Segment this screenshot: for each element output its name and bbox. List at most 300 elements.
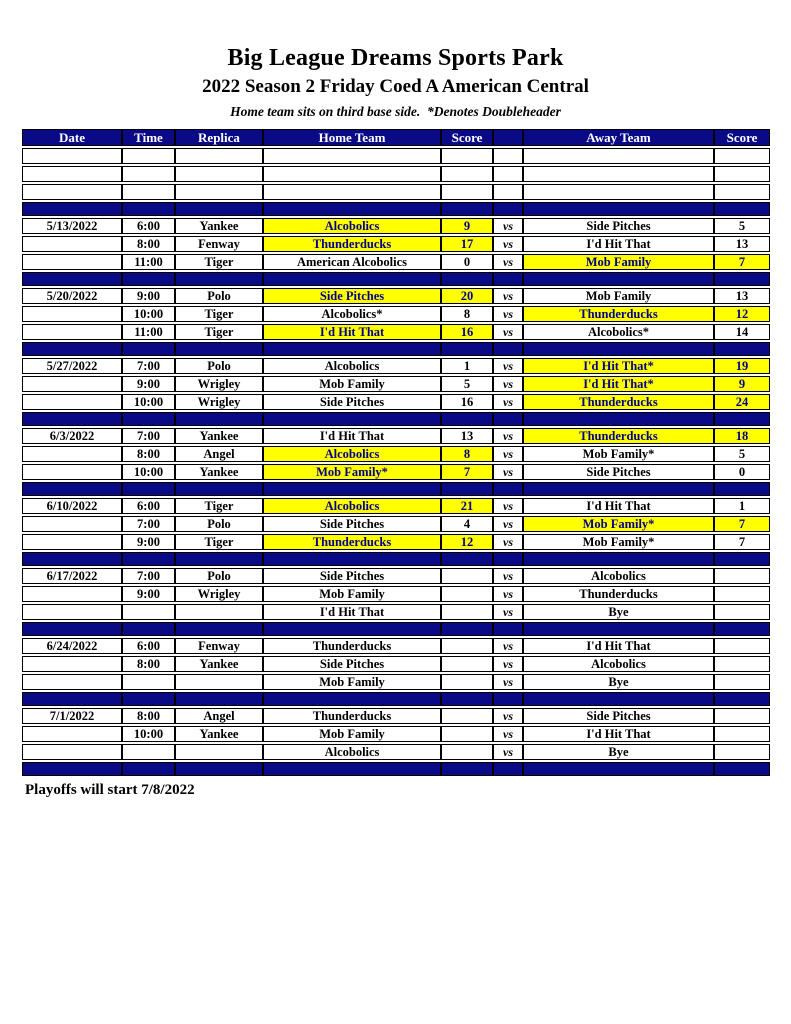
away-score-cell — [714, 604, 770, 620]
home-team-note: Home team sits on third base side. *Denotes Doubleheader — [230, 104, 561, 119]
game-row — [22, 306, 770, 322]
spacer-row — [22, 148, 770, 164]
date-cell: 6/10/2022 — [22, 498, 122, 514]
vs-cell: vs — [493, 516, 523, 532]
vs-cell — [493, 166, 523, 182]
time-cell: 9:00 — [122, 376, 175, 392]
away-score-cell — [714, 568, 770, 584]
vs-cell: vs — [493, 254, 523, 270]
home-team-cell: Alcobolics* — [263, 306, 441, 322]
home-team-cell: Mob Family — [263, 586, 441, 602]
time-cell — [122, 692, 175, 706]
replica-cell — [175, 552, 263, 566]
game-row — [22, 568, 770, 584]
replica-cell: Polo — [175, 358, 263, 374]
page-title: Big League Dreams Sports Park — [227, 45, 564, 71]
time-cell — [122, 166, 175, 182]
home-team-cell — [263, 202, 441, 216]
replica-cell — [175, 148, 263, 164]
replica-cell — [175, 604, 263, 620]
away-score-cell — [714, 726, 770, 742]
date-cell — [22, 604, 122, 620]
home-score-cell: 8 — [441, 446, 493, 462]
date-cell — [22, 412, 122, 426]
home-team-cell — [263, 166, 441, 182]
date-cell — [22, 674, 122, 690]
replica-cell: Yankee — [175, 656, 263, 672]
home-score-cell — [441, 762, 493, 776]
playoffs-note: Playoffs will start 7/8/2022 — [25, 782, 195, 798]
home-team-cell — [263, 552, 441, 566]
replica-cell: Tiger — [175, 254, 263, 270]
away-team-cell: Alcobolics — [523, 568, 714, 584]
home-score-cell — [441, 638, 493, 654]
date-cell — [22, 552, 122, 566]
away-score-cell: 1 — [714, 498, 770, 514]
home-score-cell: 21 — [441, 498, 493, 514]
home-score-cell: 16 — [441, 394, 493, 410]
away-team-cell: I'd Hit That — [523, 236, 714, 252]
vs-cell: vs — [493, 394, 523, 410]
away-team-cell — [523, 184, 714, 200]
vs-cell: vs — [493, 428, 523, 444]
home-team-cell: American Alcobolics — [263, 254, 441, 270]
vs-cell: vs — [493, 744, 523, 760]
vs-cell: vs — [493, 498, 523, 514]
time-cell: 7:00 — [122, 428, 175, 444]
game-row — [22, 674, 770, 690]
vs-cell: vs — [493, 446, 523, 462]
time-cell — [122, 762, 175, 776]
separator-row — [22, 272, 770, 286]
vs-cell: vs — [493, 568, 523, 584]
home-team-cell: Alcobolics — [263, 446, 441, 462]
home-score-cell — [441, 272, 493, 286]
away-score-cell — [714, 674, 770, 690]
home-score-cell: 17 — [441, 236, 493, 252]
time-cell: 10:00 — [122, 394, 175, 410]
replica-cell — [175, 482, 263, 496]
separator-row — [22, 552, 770, 566]
away-team-cell: Thunderducks — [523, 306, 714, 322]
away-score-cell — [714, 202, 770, 216]
home-score-cell — [441, 184, 493, 200]
time-cell: 8:00 — [122, 446, 175, 462]
away-team-cell: Thunderducks — [523, 586, 714, 602]
time-cell — [122, 412, 175, 426]
replica-cell: Fenway — [175, 236, 263, 252]
time-cell — [122, 184, 175, 200]
vs-cell — [493, 482, 523, 496]
column-header-time: Time — [122, 129, 175, 146]
home-score-cell: 20 — [441, 288, 493, 304]
schedule-body — [22, 148, 770, 776]
home-team-cell — [263, 762, 441, 776]
date-cell — [22, 692, 122, 706]
replica-cell — [175, 184, 263, 200]
column-header-date: Date — [22, 129, 122, 146]
game-row — [22, 394, 770, 410]
replica-cell — [175, 762, 263, 776]
away-score-cell: 13 — [714, 236, 770, 252]
home-score-cell: 7 — [441, 464, 493, 480]
date-cell — [22, 272, 122, 286]
home-team-cell: Alcobolics — [263, 218, 441, 234]
home-team-cell — [263, 272, 441, 286]
replica-cell: Angel — [175, 708, 263, 724]
away-score-cell: 19 — [714, 358, 770, 374]
away-team-cell — [523, 482, 714, 496]
vs-cell — [493, 342, 523, 356]
vs-cell: vs — [493, 726, 523, 742]
separator-row — [22, 412, 770, 426]
date-cell — [22, 202, 122, 216]
time-cell: 11:00 — [122, 324, 175, 340]
time-cell — [122, 272, 175, 286]
date-cell — [22, 464, 122, 480]
replica-cell: Wrigley — [175, 376, 263, 392]
time-cell: 6:00 — [122, 638, 175, 654]
away-score-cell: 5 — [714, 218, 770, 234]
game-row — [22, 638, 770, 654]
replica-cell: Tiger — [175, 498, 263, 514]
spacer-row — [22, 184, 770, 200]
home-score-cell: 4 — [441, 516, 493, 532]
time-cell — [122, 202, 175, 216]
spacer-row — [22, 166, 770, 182]
away-team-cell: Bye — [523, 674, 714, 690]
separator-row — [22, 342, 770, 356]
game-row — [22, 236, 770, 252]
away-score-cell: 14 — [714, 324, 770, 340]
home-team-cell: Alcobolics — [263, 498, 441, 514]
home-team-cell: Alcobolics — [263, 744, 441, 760]
vs-cell — [493, 202, 523, 216]
game-row — [22, 358, 770, 374]
replica-cell: Yankee — [175, 464, 263, 480]
time-cell: 10:00 — [122, 306, 175, 322]
game-row — [22, 656, 770, 672]
away-score-cell: 9 — [714, 376, 770, 392]
time-cell — [122, 622, 175, 636]
replica-cell: Wrigley — [175, 394, 263, 410]
away-team-cell — [523, 342, 714, 356]
away-score-cell — [714, 762, 770, 776]
column-header-vs — [493, 129, 523, 146]
time-cell: 6:00 — [122, 218, 175, 234]
column-header-replica: Replica — [175, 129, 263, 146]
game-row — [22, 726, 770, 742]
home-team-cell: Side Pitches — [263, 516, 441, 532]
home-team-cell: Mob Family — [263, 674, 441, 690]
home-score-cell — [441, 166, 493, 182]
away-team-cell — [523, 148, 714, 164]
home-team-cell — [263, 184, 441, 200]
home-score-cell — [441, 148, 493, 164]
vs-cell — [493, 184, 523, 200]
vs-cell: vs — [493, 376, 523, 392]
date-cell: 6/17/2022 — [22, 568, 122, 584]
away-score-cell — [714, 166, 770, 182]
home-team-cell: Side Pitches — [263, 288, 441, 304]
replica-cell — [175, 622, 263, 636]
away-team-cell — [523, 622, 714, 636]
away-team-cell: Mob Family — [523, 288, 714, 304]
date-cell: 6/24/2022 — [22, 638, 122, 654]
vs-cell: vs — [493, 236, 523, 252]
away-score-cell — [714, 622, 770, 636]
replica-cell — [175, 166, 263, 182]
replica-cell: Yankee — [175, 428, 263, 444]
home-team-cell — [263, 482, 441, 496]
away-score-cell: 7 — [714, 254, 770, 270]
vs-cell — [493, 762, 523, 776]
date-cell: 5/13/2022 — [22, 218, 122, 234]
time-cell: 11:00 — [122, 254, 175, 270]
game-row — [22, 428, 770, 444]
home-team-cell: Alcobolics — [263, 358, 441, 374]
away-score-cell — [714, 148, 770, 164]
away-team-cell: Thunderducks — [523, 428, 714, 444]
date-cell — [22, 534, 122, 550]
away-team-cell — [523, 412, 714, 426]
vs-cell: vs — [493, 218, 523, 234]
game-row — [22, 288, 770, 304]
replica-cell: Tiger — [175, 306, 263, 322]
home-score-cell — [441, 202, 493, 216]
home-team-cell: Side Pitches — [263, 568, 441, 584]
date-cell — [22, 184, 122, 200]
home-team-cell: Side Pitches — [263, 656, 441, 672]
time-cell — [122, 604, 175, 620]
away-team-cell: Side Pitches — [523, 708, 714, 724]
away-team-cell: Bye — [523, 744, 714, 760]
time-cell: 8:00 — [122, 236, 175, 252]
game-row — [22, 534, 770, 550]
vs-cell: vs — [493, 464, 523, 480]
away-team-cell — [523, 692, 714, 706]
game-row — [22, 446, 770, 462]
home-team-cell: I'd Hit That — [263, 428, 441, 444]
home-team-cell: I'd Hit That — [263, 324, 441, 340]
game-row — [22, 218, 770, 234]
date-cell — [22, 726, 122, 742]
away-score-cell: 0 — [714, 464, 770, 480]
away-score-cell — [714, 552, 770, 566]
replica-cell: Wrigley — [175, 586, 263, 602]
home-team-cell — [263, 412, 441, 426]
vs-cell: vs — [493, 708, 523, 724]
away-score-cell — [714, 656, 770, 672]
time-cell: 9:00 — [122, 534, 175, 550]
home-team-cell — [263, 622, 441, 636]
game-row — [22, 586, 770, 602]
date-cell — [22, 254, 122, 270]
date-cell — [22, 656, 122, 672]
home-team-cell: I'd Hit That — [263, 604, 441, 620]
date-cell — [22, 166, 122, 182]
away-score-cell: 12 — [714, 306, 770, 322]
away-team-cell — [523, 166, 714, 182]
date-cell — [22, 482, 122, 496]
away-team-cell — [523, 552, 714, 566]
vs-cell — [493, 622, 523, 636]
vs-cell: vs — [493, 358, 523, 374]
away-score-cell — [714, 272, 770, 286]
home-team-cell: Thunderducks — [263, 236, 441, 252]
page-subtitle: 2022 Season 2 Friday Coed A American Central — [202, 76, 589, 97]
away-score-cell — [714, 482, 770, 496]
away-team-cell: Alcobolics — [523, 656, 714, 672]
home-score-cell — [441, 568, 493, 584]
time-cell: 10:00 — [122, 726, 175, 742]
date-cell — [22, 306, 122, 322]
home-team-cell: Side Pitches — [263, 394, 441, 410]
home-team-cell: Thunderducks — [263, 534, 441, 550]
home-score-cell — [441, 622, 493, 636]
home-score-cell — [441, 342, 493, 356]
away-score-cell — [714, 342, 770, 356]
schedule-header — [22, 129, 770, 146]
home-score-cell — [441, 552, 493, 566]
separator-row — [22, 692, 770, 706]
vs-cell — [493, 692, 523, 706]
time-cell — [122, 342, 175, 356]
away-score-cell: 7 — [714, 534, 770, 550]
replica-cell — [175, 272, 263, 286]
game-row — [22, 324, 770, 340]
away-score-cell: 13 — [714, 288, 770, 304]
replica-cell: Polo — [175, 516, 263, 532]
date-cell — [22, 148, 122, 164]
replica-cell: Tiger — [175, 534, 263, 550]
vs-cell: vs — [493, 324, 523, 340]
header-row — [22, 129, 770, 146]
home-team-cell: Thunderducks — [263, 638, 441, 654]
time-cell — [122, 674, 175, 690]
home-score-cell — [441, 412, 493, 426]
column-header-home-team: Home Team — [263, 129, 441, 146]
home-team-cell: Mob Family* — [263, 464, 441, 480]
away-team-cell: I'd Hit That — [523, 498, 714, 514]
home-score-cell — [441, 604, 493, 620]
date-cell: 5/27/2022 — [22, 358, 122, 374]
column-header-home-score: Score — [441, 129, 493, 146]
replica-cell: Yankee — [175, 726, 263, 742]
time-cell — [122, 148, 175, 164]
date-cell — [22, 376, 122, 392]
home-score-cell: 1 — [441, 358, 493, 374]
game-row — [22, 744, 770, 760]
away-team-cell — [523, 202, 714, 216]
replica-cell — [175, 202, 263, 216]
vs-cell: vs — [493, 674, 523, 690]
away-team-cell: Alcobolics* — [523, 324, 714, 340]
replica-cell: Yankee — [175, 218, 263, 234]
away-score-cell: 5 — [714, 446, 770, 462]
away-team-cell: Mob Family — [523, 254, 714, 270]
time-cell: 7:00 — [122, 568, 175, 584]
replica-cell — [175, 412, 263, 426]
time-cell — [122, 482, 175, 496]
vs-cell: vs — [493, 586, 523, 602]
game-row — [22, 464, 770, 480]
home-score-cell: 9 — [441, 218, 493, 234]
away-team-cell: I'd Hit That* — [523, 376, 714, 392]
replica-cell: Polo — [175, 568, 263, 584]
vs-cell — [493, 552, 523, 566]
away-score-cell: 7 — [714, 516, 770, 532]
away-score-cell: 24 — [714, 394, 770, 410]
date-cell — [22, 342, 122, 356]
away-score-cell — [714, 184, 770, 200]
away-team-cell: Bye — [523, 604, 714, 620]
date-cell — [22, 394, 122, 410]
away-score-cell: 18 — [714, 428, 770, 444]
vs-cell: vs — [493, 534, 523, 550]
replica-cell — [175, 342, 263, 356]
away-team-cell: Mob Family* — [523, 446, 714, 462]
away-team-cell: Thunderducks — [523, 394, 714, 410]
vs-cell: vs — [493, 306, 523, 322]
away-score-cell — [714, 744, 770, 760]
home-team-cell — [263, 148, 441, 164]
home-team-cell — [263, 692, 441, 706]
time-cell: 6:00 — [122, 498, 175, 514]
game-row — [22, 376, 770, 392]
replica-cell: Angel — [175, 446, 263, 462]
home-score-cell — [441, 744, 493, 760]
date-cell — [22, 324, 122, 340]
date-cell: 5/20/2022 — [22, 288, 122, 304]
separator-row — [22, 622, 770, 636]
away-team-cell: I'd Hit That* — [523, 358, 714, 374]
vs-cell: vs — [493, 638, 523, 654]
time-cell: 10:00 — [122, 464, 175, 480]
time-cell: 8:00 — [122, 656, 175, 672]
vs-cell: vs — [493, 656, 523, 672]
time-cell: 8:00 — [122, 708, 175, 724]
time-cell — [122, 744, 175, 760]
away-team-cell: Side Pitches — [523, 218, 714, 234]
time-cell — [122, 552, 175, 566]
home-team-cell — [263, 342, 441, 356]
home-score-cell — [441, 656, 493, 672]
away-score-cell — [714, 638, 770, 654]
home-score-cell: 5 — [441, 376, 493, 392]
home-score-cell — [441, 708, 493, 724]
time-cell: 7:00 — [122, 358, 175, 374]
replica-cell: Tiger — [175, 324, 263, 340]
vs-cell: vs — [493, 288, 523, 304]
vs-cell: vs — [493, 604, 523, 620]
home-score-cell: 8 — [441, 306, 493, 322]
separator-row — [22, 482, 770, 496]
home-team-cell: Thunderducks — [263, 708, 441, 724]
date-cell: 6/3/2022 — [22, 428, 122, 444]
date-cell — [22, 586, 122, 602]
column-header-away-team: Away Team — [523, 129, 714, 146]
away-team-cell: I'd Hit That — [523, 726, 714, 742]
date-cell — [22, 446, 122, 462]
away-team-cell: Mob Family* — [523, 534, 714, 550]
home-score-cell: 12 — [441, 534, 493, 550]
home-score-cell: 0 — [441, 254, 493, 270]
home-score-cell — [441, 674, 493, 690]
replica-cell: Polo — [175, 288, 263, 304]
date-cell — [22, 622, 122, 636]
page-header — [0, 0, 791, 120]
